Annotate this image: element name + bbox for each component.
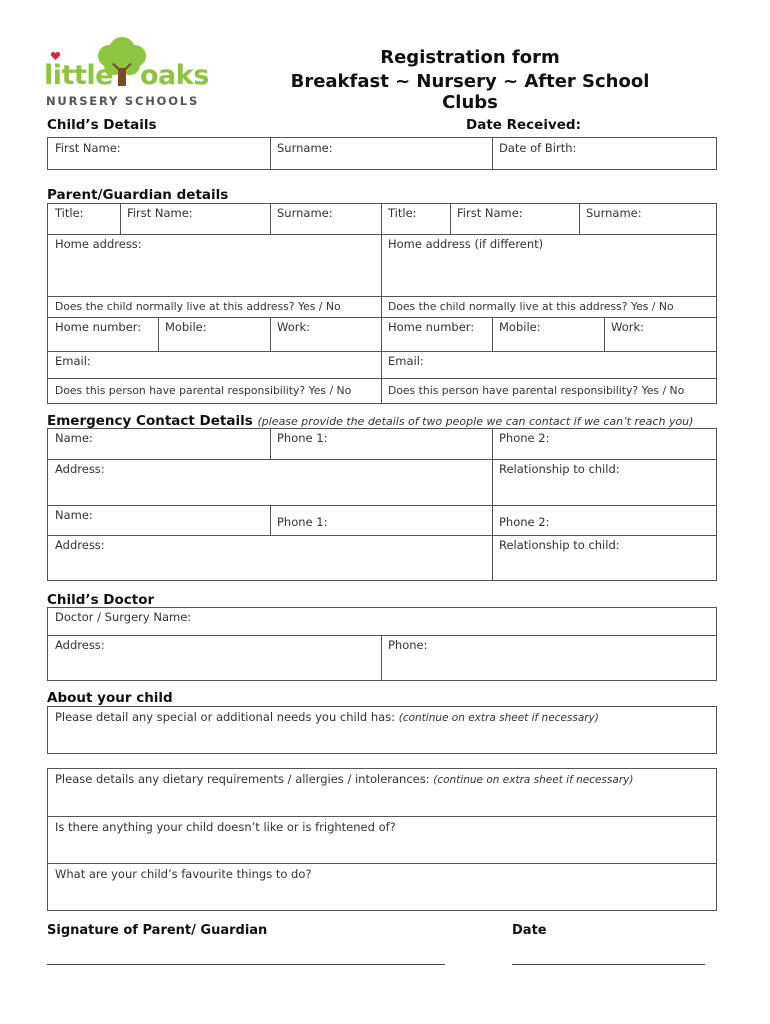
emergency-heading: [47, 413, 693, 429]
parent-table: [47, 203, 717, 404]
date-label: Date: [512, 923, 547, 938]
parent1-title-field[interactable]: Title:: [55, 206, 84, 220]
child-details-heading: Child’s Details: [47, 117, 157, 133]
form-title: Registration form: [380, 47, 560, 68]
parent2-work-field[interactable]: Work:: [611, 320, 644, 334]
emergency1-name-field[interactable]: Name:: [55, 431, 93, 445]
parent2-surname-field[interactable]: Surname:: [586, 206, 642, 220]
date-received-label: Date Received:: [466, 117, 581, 133]
favourite-field[interactable]: What are your child’s favourite things to do?: [55, 867, 312, 881]
parent1-first-name-field[interactable]: First Name:: [127, 206, 193, 220]
signature-line[interactable]: [47, 964, 445, 965]
parent2-lives-at-address[interactable]: Does the child normally live at this address? Yes / No: [388, 300, 674, 313]
parent2-mobile-field[interactable]: Mobile:: [499, 320, 541, 334]
frightened-field[interactable]: Is there anything your child doesn’t like or is frightened of?: [55, 820, 396, 834]
parent1-mobile-field[interactable]: Mobile:: [165, 320, 207, 334]
logo-word-little: little: [44, 60, 113, 91]
parent2-home-address-field[interactable]: Home address (if different): [388, 237, 544, 251]
emergency2-phone1-field[interactable]: Phone 1:: [277, 515, 328, 529]
signature-label: Signature of Parent/ Guardian: [47, 923, 268, 938]
doctor-heading: Child’s Doctor: [47, 592, 155, 608]
emergency2-relationship-field[interactable]: Relationship to child:: [499, 538, 620, 552]
parent-heading: Parent/Guardian details: [47, 187, 229, 203]
emergency2-phone2-field[interactable]: Phone 2:: [499, 515, 550, 529]
doctor-address-field[interactable]: Address:: [55, 638, 105, 652]
parent1-parental-resp[interactable]: Does this person have parental responsibility? Yes / No: [55, 384, 352, 397]
logo-subtitle: NURSERY SCHOOLS: [46, 94, 200, 108]
parent1-work-field[interactable]: Work:: [277, 320, 310, 334]
parent2-home-number-field[interactable]: Home number:: [388, 320, 475, 334]
emergency-note: (please provide the details of two people we can contact if we can’t reach you): [257, 415, 694, 428]
emergency1-address-field[interactable]: Address:: [55, 462, 105, 476]
dietary-note: (continue on extra sheet if necessary): [433, 774, 634, 786]
logo: [42, 30, 212, 110]
parent1-surname-field[interactable]: Surname:: [277, 206, 333, 220]
parent2-first-name-field[interactable]: First Name:: [457, 206, 523, 220]
child-first-name-field[interactable]: First Name:: [55, 141, 121, 155]
emergency1-phone1-field[interactable]: Phone 1:: [277, 431, 328, 445]
heart-icon: [51, 52, 60, 60]
emergency2-name-field[interactable]: Name:: [55, 508, 93, 522]
parent2-email-field[interactable]: Email:: [388, 354, 424, 368]
parent1-home-address-field[interactable]: Home address:: [55, 237, 142, 251]
special-needs-note: (continue on extra sheet if necessary): [398, 712, 599, 724]
parent1-home-number-field[interactable]: Home number:: [55, 320, 142, 334]
special-needs-label: Please detail any special or additional needs you child has:: [55, 710, 396, 724]
doctor-surgery-field[interactable]: Doctor / Surgery Name:: [55, 610, 192, 624]
special-needs-box[interactable]: [47, 706, 717, 754]
emergency1-phone2-field[interactable]: Phone 2:: [499, 431, 550, 445]
parent2-parental-resp[interactable]: Does this person have parental responsibility? Yes / No: [388, 384, 685, 397]
emergency1-relationship-field[interactable]: Relationship to child:: [499, 462, 620, 476]
child-details-table: [47, 137, 717, 170]
form-subtitle: Breakfast ~ Nursery ~ After School Clubs: [290, 71, 650, 113]
child-surname-field[interactable]: Surname:: [277, 141, 333, 155]
emergency-table: [47, 428, 717, 581]
dietary-field[interactable]: [48, 770, 713, 788]
emergency-heading-text: Emergency Contact Details: [47, 413, 253, 429]
doctor-table: [47, 607, 717, 681]
emergency2-address-field[interactable]: Address:: [55, 538, 105, 552]
date-line[interactable]: [512, 964, 705, 965]
parent2-title-field[interactable]: Title:: [388, 206, 417, 220]
about-heading: About your child: [47, 690, 173, 706]
dietary-label: Please details any dietary requirements / allergies / intolerances:: [55, 772, 430, 786]
child-dob-field[interactable]: Date of Birth:: [499, 141, 577, 155]
about-table: [47, 768, 717, 911]
parent1-email-field[interactable]: Email:: [55, 354, 91, 368]
doctor-phone-field[interactable]: Phone:: [388, 638, 428, 652]
logo-word-oaks: oaks: [140, 60, 209, 91]
parent1-lives-at-address[interactable]: Does the child normally live at this address? Yes / No: [55, 300, 341, 313]
